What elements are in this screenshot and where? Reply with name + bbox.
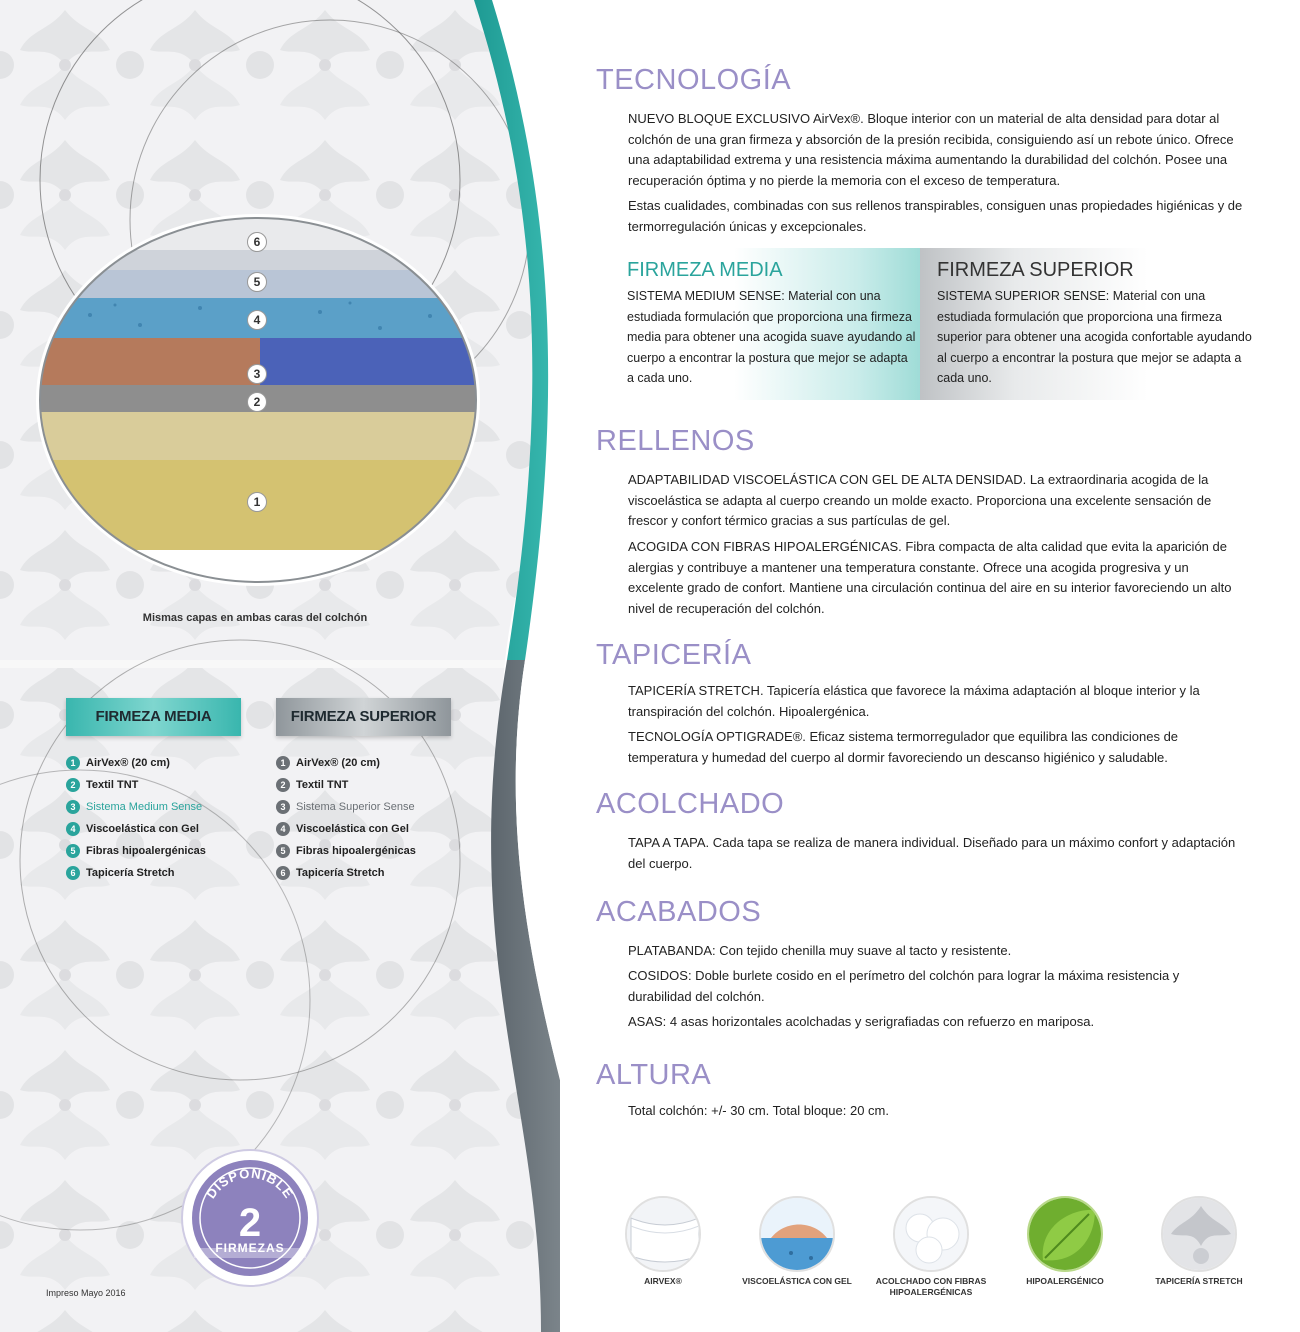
legend-number: 6 (276, 866, 290, 880)
feature-tapiceria-stretch (1134, 1196, 1264, 1287)
legend-firmeza-media (66, 698, 241, 884)
tecnologia-paragraph-2: Estas cualidades, combinadas con sus rellenos transpirables, consiguen unas propiedades higiénicas y de termorregulación únicas y excepcionales. (628, 198, 1243, 234)
badge-bottom-text: FIRMEZAS (215, 1241, 285, 1255)
legend-number: 2 (276, 778, 290, 792)
left-panel (0, 0, 560, 1332)
rellenos-paragraph-1: ADAPTABILIDAD VISCOELÁSTICA CON GEL DE ALTA DENSIDAD. La extraordinaria acogida de la viscoelástica se adapta al cuerpo creando un molde exacto. Proporciona una excelente sensación de frescor y confort térmico gracias a sus partículas de gel. (628, 472, 1212, 528)
legend-label: Viscoelástica con Gel (296, 823, 409, 835)
feature-label: ACOLCHADO CON FIBRAS HIPOALERGÉNICAS (875, 1276, 987, 1297)
legend-number: 4 (66, 822, 80, 836)
feature-label: VISCOELÁSTICA CON GEL (742, 1276, 852, 1286)
altura-paragraph-1: Total colchón: +/- 30 cm. Total bloque: 20 cm. (628, 1103, 889, 1118)
list-item (276, 818, 451, 840)
fibras-icon (893, 1196, 969, 1272)
firmeza-media-box (610, 248, 920, 400)
airvex-icon (625, 1196, 701, 1272)
firmness-comparison (610, 248, 1300, 400)
leaf-icon (1027, 1196, 1103, 1272)
legend-superior-title: FIRMEZA SUPERIOR (276, 698, 451, 736)
section-title-tecnologia: TECNOLOGÍA (596, 64, 792, 96)
acolchado-paragraph-1: TAPA A TAPA. Cada tapa se realiza de manera individual. Diseñado para un máximo confort y adaptación del cuerpo. (628, 835, 1236, 871)
legend-number: 5 (66, 844, 80, 858)
spec-content (560, 0, 1300, 1332)
acabados-paragraph-1: PLATABANDA: Con tejido chenilla muy suave al tacto y resistente. (628, 943, 1012, 958)
tecnologia-paragraph-1: NUEVO BLOQUE EXCLUSIVO AirVex®. Bloque interior con un material de alta densidad para dotar al colchón de una gran firmeza y absorción de la presión recibida, consiguiendo así un rebote único. Ofrece una adaptabilidad extrema y una resistencia máxima aumentando la durabilidad del colchón. Posee una recuperación óptima y no pierde la memoria con el exceso de temperatura. (628, 111, 1234, 188)
printed-date: Impreso Mayo 2016 (46, 1288, 126, 1298)
tapiceria-paragraph-2: TECNOLOGÍA OPTIGRADE®. Eficaz sistema termorregulador que equilibra las condiciones de temperatura y humedad del cuerpo al dormir favoreciendo un descanso higiénico y saludable. (628, 729, 1179, 765)
legend-number: 1 (66, 756, 80, 770)
list-item (66, 796, 241, 818)
legend-number: 1 (276, 756, 290, 770)
feature-label: AIRVEX® (644, 1276, 682, 1286)
layer-number-6: 6 (247, 232, 267, 252)
legend-number: 6 (66, 866, 80, 880)
badge-number: 2 (238, 1201, 262, 1245)
stretch-icon (1161, 1196, 1237, 1272)
legend-number: 3 (66, 800, 80, 814)
firmeza-superior-box (920, 248, 1300, 400)
mattress-artwork (0, 0, 560, 1332)
feature-airvex (598, 1196, 728, 1287)
layer-number-1: 1 (247, 492, 267, 512)
feature-label: HIPOALERGÉNICO (1026, 1276, 1104, 1286)
legend-number: 4 (276, 822, 290, 836)
feature-fibras (866, 1196, 996, 1298)
legend-superior-list (276, 752, 451, 884)
disponible-2-firmezas-badge (180, 1148, 320, 1288)
list-item (276, 752, 451, 774)
legend-number: 2 (66, 778, 80, 792)
section-title-altura: ALTURA (596, 1059, 712, 1091)
legend-label: Textil TNT (86, 779, 139, 791)
section-title-rellenos: RELLENOS (596, 425, 755, 457)
acabados-paragraph-2: COSIDOS: Doble burlete cosido en el perímetro del colchón para lograr la máxima resistencia y durabilidad del colchón. (628, 968, 1180, 1004)
feature-hipoalergenico (1000, 1196, 1130, 1287)
rellenos-paragraph-2: ACOGIDA CON FIBRAS HIPOALERGÉNICAS. Fibra compacta de alta calidad que evita la aparición de alergias y contribuye a mantener una temperatura constante. Ofrece una acogida progresiva y un excelente grado de confort. Mantiene una circulación continua del aire en su interior favoreciendo un alto nivel de recuperación del colchón. (628, 539, 1232, 616)
legend-label: Textil TNT (296, 779, 349, 791)
list-item (66, 752, 241, 774)
section-title-acolchado: ACOLCHADO (596, 788, 785, 820)
firmeza-superior-text: SISTEMA SUPERIOR SENSE: Material con una estudiada formulación que proporciona una firmeza superior para obtener una acogida confortable ayudando al cuerpo a encontrar la postura que mejor se adapta a cada uno. (937, 289, 1252, 385)
list-item (66, 840, 241, 862)
list-item (276, 840, 451, 862)
firmeza-media-title: FIRMEZA MEDIA (627, 259, 783, 281)
firmeza-superior-title: FIRMEZA SUPERIOR (937, 259, 1134, 281)
legend-label: Fibras hipoalergénicas (296, 845, 416, 857)
legend-label: Sistema Superior Sense (296, 801, 415, 813)
legend-label: AirVex® (20 cm) (86, 757, 170, 769)
legend-media-title: FIRMEZA MEDIA (66, 698, 241, 736)
list-item (66, 818, 241, 840)
badge-top-text: DISPONIBLE (203, 1165, 297, 1202)
list-item (66, 774, 241, 796)
list-item (276, 796, 451, 818)
list-item (66, 862, 241, 884)
tapiceria-paragraph-1: TAPICERÍA STRETCH. Tapicería elástica que favorece la máxima adaptación al bloque interior y la transpiración del colchón. Hipoalergénica. (628, 683, 1200, 719)
feature-label: TAPICERÍA STRETCH (1155, 1276, 1243, 1286)
section-title-tapiceria: TAPICERÍA (596, 639, 752, 671)
layer-number-4: 4 (247, 310, 267, 330)
list-item (276, 774, 451, 796)
legend-media-list (66, 752, 241, 884)
acabados-paragraph-3: ASAS: 4 asas horizontales acolchadas y serigrafiadas con refuerzo en mariposa. (628, 1014, 1095, 1029)
layers-caption: Mismas capas en ambas caras del colchón (142, 612, 368, 624)
visco-gel-icon (759, 1196, 835, 1272)
list-item (276, 862, 451, 884)
layer-number-5: 5 (247, 272, 267, 292)
layer-number-3: 3 (247, 364, 267, 384)
legend-number: 5 (276, 844, 290, 858)
section-title-acabados: ACABADOS (596, 896, 762, 928)
legend-label: Sistema Medium Sense (86, 801, 203, 813)
legend-label: Tapicería Stretch (296, 867, 385, 879)
feature-visco-gel (732, 1196, 862, 1287)
legend-firmeza-superior (276, 698, 451, 884)
legend-label: Viscoelástica con Gel (86, 823, 199, 835)
legend-label: AirVex® (20 cm) (296, 757, 380, 769)
firmeza-media-text: SISTEMA MEDIUM SENSE: Material con una estudiada formulación que proporciona una firmeza media para obtener una acogida suave ayudando al cuerpo a encontrar la postura que mejor se adapta a cada uno. (627, 289, 916, 385)
legend-label: Tapicería Stretch (86, 867, 175, 879)
layer-number-2: 2 (247, 392, 267, 412)
legend-number: 3 (276, 800, 290, 814)
legend-label: Fibras hipoalergénicas (86, 845, 206, 857)
